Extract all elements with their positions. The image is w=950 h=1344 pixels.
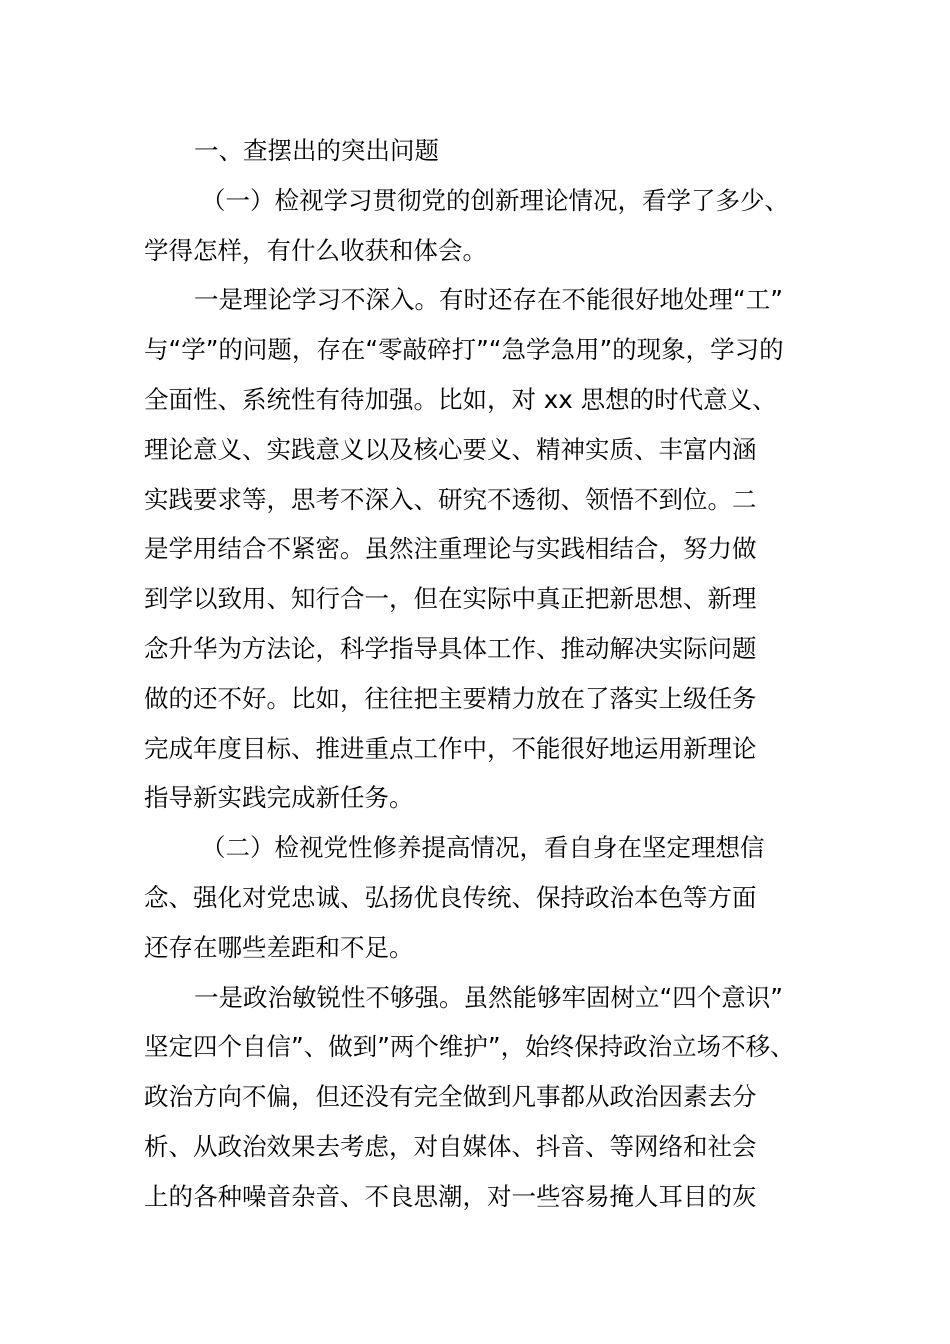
text-line: 与“学”的问题，存在“零敲碎打”“急学急用”的现象，学习的 — [144, 335, 784, 365]
text-line: 一是政治敏锐性不够强。虽然能够牢固树立“四个意识” — [194, 982, 783, 1012]
text-line: 是学用结合不紧密。虽然注重理论与实践相结合，努力做 — [144, 534, 757, 564]
text-line: 到学以致用、知行合一，但在实际中真正把新思想、新理 — [144, 584, 757, 614]
text-line: 学得怎样，有什么收获和体会。 — [144, 235, 487, 265]
text-line: 政治方向不偏，但还没有完全做到凡事都从政治因素去分 — [144, 1082, 757, 1112]
text-line: 做的还不好。比如，往往把主要精力放在了落实上级任务 — [144, 683, 757, 713]
text-line: 析、从政治效果去考虑，对自媒体、抖音、等网络和社会 — [144, 1131, 757, 1161]
text-line: 念、强化对党忠诚、弘扬优良传统、保持政治本色等方面 — [144, 882, 757, 912]
text-line: （一）检视学习贯彻党的创新理论情况，看学了多少、 — [201, 185, 789, 215]
text-line: 全面性、系统性有待加强。比如，对 xx 思想的时代意义、 — [144, 384, 777, 414]
text-line: （二）检视党性修养提高情况，看自身在坚定理想信 — [201, 833, 765, 863]
text-line: 一是理论学习不深入。有时还存在不能很好地处理“工” — [194, 285, 783, 315]
text-line: 完成年度目标、推进重点工作中，不能很好地运用新理论 — [144, 733, 757, 763]
document-body — [144, 126, 814, 1222]
text-line: 念升华为方法论，科学指导具体工作、推动解决实际问题 — [144, 633, 757, 663]
text-line: 指导新实践完成新任务。 — [144, 783, 414, 813]
text-line: 实践要求等，思考不深入、研究不透彻、领悟不到位。二 — [144, 484, 757, 514]
text-line: 理论意义、实践意义以及核心要义、精神实质、丰富内涵 — [144, 434, 757, 464]
text-line: 坚定四个自信”、做到”两个维护”，始终保持政治立场不移、 — [144, 1032, 795, 1062]
text-line: 还存在哪些差距和不足。 — [144, 932, 414, 962]
text-line: 上的各种噪音杂音、不良思潮，对一些容易掩人耳目的灰 — [144, 1181, 757, 1211]
heading-line: 一、查摆出的突出问题 — [194, 136, 439, 165]
